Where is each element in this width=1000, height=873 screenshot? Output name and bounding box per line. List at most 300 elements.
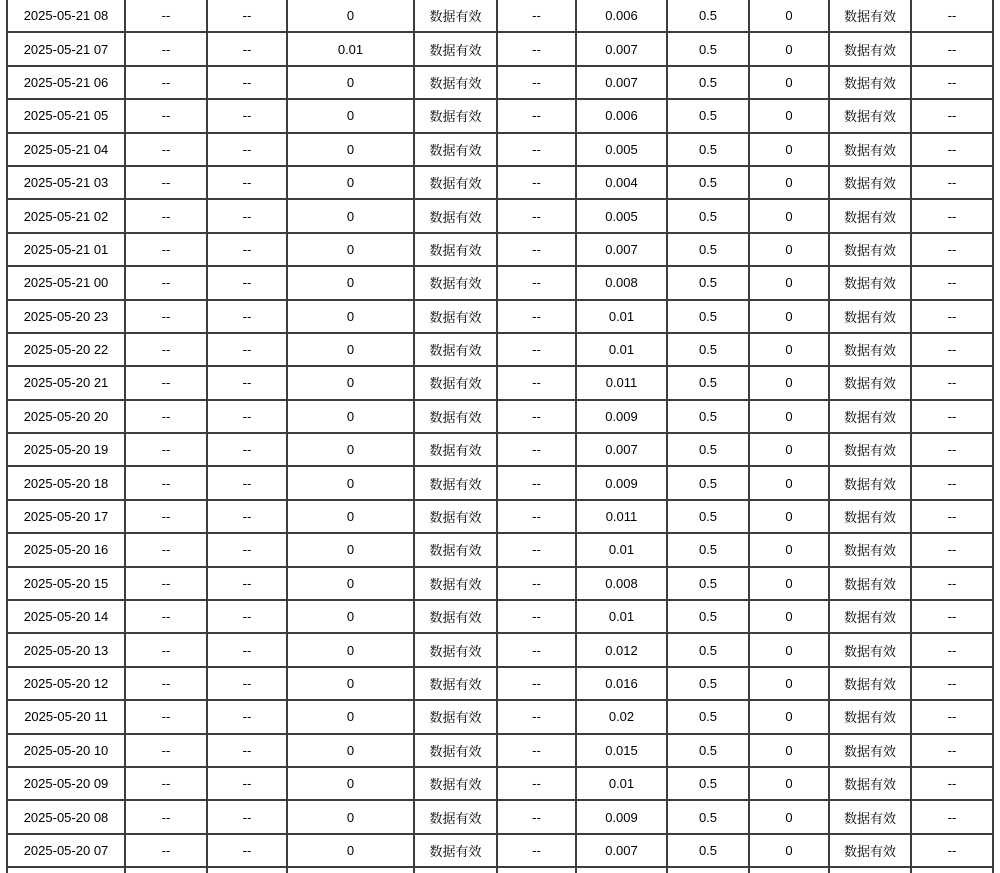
value-cell: 0 [287, 166, 414, 199]
status-cell: 数据有效 [414, 433, 497, 466]
value-cell: 0.5 [667, 667, 749, 700]
value-cell: -- [207, 700, 287, 733]
value-cell: -- [125, 400, 207, 433]
value-cell: 0.005 [576, 199, 667, 232]
value-cell: -- [125, 466, 207, 499]
value-cell: 0.011 [576, 500, 667, 533]
value-cell: 0 [749, 0, 829, 32]
value-cell: 0 [749, 300, 829, 333]
status-cell: 数据有效 [829, 166, 911, 199]
timestamp-cell: 2025-05-20 19 [7, 433, 125, 466]
status-cell: 数据有效 [414, 166, 497, 199]
value-cell: 0.01 [576, 600, 667, 633]
value-cell: 0 [749, 800, 829, 833]
value-cell: 0.5 [667, 734, 749, 767]
value-cell: -- [911, 700, 993, 733]
value-cell: -- [207, 333, 287, 366]
value-cell: 0.007 [576, 834, 667, 867]
value-cell: -- [911, 800, 993, 833]
value-cell: -- [207, 99, 287, 132]
status-cell: 数据有效 [829, 400, 911, 433]
status-cell: 数据有效 [414, 800, 497, 833]
timestamp-cell: 2025-05-20 16 [7, 533, 125, 566]
timestamp-cell: 2025-05-21 02 [7, 199, 125, 232]
status-cell: 数据有效 [414, 834, 497, 867]
status-cell: 数据有效 [829, 233, 911, 266]
value-cell: 0 [749, 533, 829, 566]
status-cell: 数据有效 [414, 66, 497, 99]
value-cell: 0 [287, 333, 414, 366]
status-cell: 数据有效 [414, 233, 497, 266]
table-row [7, 366, 993, 399]
value-cell: -- [207, 400, 287, 433]
value-cell: 0.01 [576, 533, 667, 566]
status-cell: 数据有效 [829, 567, 911, 600]
value-cell: 0.5 [667, 466, 749, 499]
value-cell: 0.5 [667, 700, 749, 733]
timestamp-cell: 2025-05-20 15 [7, 567, 125, 600]
value-cell: 0.006 [576, 99, 667, 132]
value-cell: 0.005 [576, 133, 667, 166]
timestamp-cell: 2025-05-20 23 [7, 300, 125, 333]
value-cell: -- [125, 333, 207, 366]
status-cell: 数据有效 [414, 199, 497, 232]
status-cell: 数据有效 [829, 300, 911, 333]
value-cell: 0 [749, 66, 829, 99]
status-cell: 数据有效 [414, 32, 497, 65]
table-row [7, 166, 993, 199]
value-cell: 0 [749, 266, 829, 299]
status-cell: 数据有效 [829, 433, 911, 466]
status-cell [829, 867, 911, 873]
status-cell: 数据有效 [829, 533, 911, 566]
value-cell: -- [125, 633, 207, 666]
timestamp-cell: 2025-05-20 09 [7, 767, 125, 800]
value-cell: 0.5 [667, 166, 749, 199]
value-cell: -- [125, 567, 207, 600]
status-cell: 数据有效 [829, 333, 911, 366]
table-row [7, 266, 993, 299]
value-cell [749, 867, 829, 873]
value-cell: 0.006 [576, 0, 667, 32]
value-cell: -- [207, 633, 287, 666]
value-cell: 0 [749, 199, 829, 232]
value-cell: 0.009 [576, 466, 667, 499]
value-cell: 0 [749, 567, 829, 600]
value-cell: -- [207, 366, 287, 399]
value-cell: 0 [287, 99, 414, 132]
value-cell: -- [911, 734, 993, 767]
monitoring-data-table [6, 0, 994, 873]
status-cell [414, 867, 497, 873]
value-cell: -- [125, 734, 207, 767]
value-cell: 0.5 [667, 233, 749, 266]
value-cell: -- [125, 433, 207, 466]
table-row [7, 133, 993, 166]
value-cell: -- [911, 266, 993, 299]
value-cell: -- [911, 66, 993, 99]
status-cell: 数据有效 [414, 300, 497, 333]
value-cell: -- [497, 199, 576, 232]
value-cell: -- [497, 600, 576, 633]
value-cell: -- [497, 166, 576, 199]
status-cell: 数据有效 [829, 0, 911, 32]
status-cell: 数据有效 [414, 700, 497, 733]
value-cell: -- [207, 32, 287, 65]
table-row [7, 500, 993, 533]
timestamp-cell: 2025-05-20 07 [7, 834, 125, 867]
value-cell: 0.009 [576, 400, 667, 433]
value-cell: -- [497, 834, 576, 867]
timestamp-cell: 2025-05-20 12 [7, 667, 125, 700]
status-cell: 数据有效 [414, 366, 497, 399]
value-cell: -- [911, 366, 993, 399]
timestamp-cell: 2025-05-21 07 [7, 32, 125, 65]
status-cell: 数据有效 [414, 767, 497, 800]
value-cell: -- [125, 834, 207, 867]
value-cell: 0.02 [576, 700, 667, 733]
value-cell: -- [497, 0, 576, 32]
value-cell: 0.01 [576, 767, 667, 800]
timestamp-cell: 2025-05-20 20 [7, 400, 125, 433]
table-row [7, 233, 993, 266]
value-cell: 0 [287, 500, 414, 533]
table-row [7, 667, 993, 700]
value-cell: -- [911, 233, 993, 266]
status-cell: 数据有效 [414, 99, 497, 132]
status-cell: 数据有效 [829, 32, 911, 65]
status-cell: 数据有效 [414, 400, 497, 433]
value-cell: -- [911, 667, 993, 700]
value-cell: -- [207, 133, 287, 166]
table-row [7, 800, 993, 833]
value-cell: -- [497, 400, 576, 433]
value-cell: -- [207, 199, 287, 232]
status-cell: 数据有效 [414, 0, 497, 32]
table-row [7, 433, 993, 466]
timestamp-cell: 2025-05-21 03 [7, 166, 125, 199]
value-cell: 0.5 [667, 834, 749, 867]
value-cell [125, 867, 207, 873]
value-cell: 0.5 [667, 366, 749, 399]
value-cell: -- [911, 567, 993, 600]
table-row [7, 300, 993, 333]
value-cell: -- [207, 300, 287, 333]
timestamp-cell: 2025-05-21 05 [7, 99, 125, 132]
value-cell: 0 [287, 667, 414, 700]
table-row [7, 66, 993, 99]
value-cell: 0 [749, 333, 829, 366]
timestamp-cell: 2025-05-20 13 [7, 633, 125, 666]
value-cell: -- [207, 466, 287, 499]
table-row [7, 600, 993, 633]
value-cell: 0.5 [667, 600, 749, 633]
value-cell: 0 [287, 66, 414, 99]
value-cell: -- [497, 800, 576, 833]
value-cell: 0 [749, 667, 829, 700]
value-cell: 0.5 [667, 333, 749, 366]
timestamp-cell: 2025-05-20 17 [7, 500, 125, 533]
value-cell: 0 [287, 700, 414, 733]
value-cell: -- [125, 233, 207, 266]
value-cell: 0 [749, 600, 829, 633]
timestamp-cell: 2025-05-20 08 [7, 800, 125, 833]
timestamp-cell: 2025-05-21 06 [7, 66, 125, 99]
table-row [7, 466, 993, 499]
value-cell: 0 [287, 300, 414, 333]
value-cell: 0 [287, 233, 414, 266]
value-cell: -- [497, 300, 576, 333]
status-cell: 数据有效 [414, 734, 497, 767]
value-cell: 0.5 [667, 99, 749, 132]
value-cell: -- [125, 366, 207, 399]
value-cell: -- [207, 533, 287, 566]
value-cell: -- [497, 734, 576, 767]
value-cell: -- [497, 333, 576, 366]
status-cell: 数据有效 [414, 133, 497, 166]
value-cell: -- [207, 433, 287, 466]
value-cell: -- [497, 233, 576, 266]
value-cell: 0 [749, 433, 829, 466]
table-row [7, 99, 993, 132]
value-cell: 0 [749, 133, 829, 166]
value-cell: 0.008 [576, 266, 667, 299]
value-cell: -- [497, 32, 576, 65]
status-cell: 数据有效 [829, 600, 911, 633]
value-cell: -- [207, 734, 287, 767]
status-cell: 数据有效 [829, 466, 911, 499]
value-cell: -- [207, 166, 287, 199]
value-cell: -- [207, 667, 287, 700]
timestamp-cell: 2025-05-20 10 [7, 734, 125, 767]
value-cell: -- [125, 133, 207, 166]
value-cell: -- [125, 600, 207, 633]
status-cell: 数据有效 [829, 834, 911, 867]
value-cell: -- [125, 767, 207, 800]
value-cell: -- [497, 66, 576, 99]
status-cell: 数据有效 [829, 66, 911, 99]
timestamp-cell: 2025-05-20 11 [7, 700, 125, 733]
value-cell: -- [207, 66, 287, 99]
value-cell: -- [125, 66, 207, 99]
status-cell: 数据有效 [414, 567, 497, 600]
value-cell: -- [497, 700, 576, 733]
timestamp-cell: 2025-05-21 04 [7, 133, 125, 166]
table-row [7, 32, 993, 65]
value-cell: 0.5 [667, 266, 749, 299]
value-cell: 0 [287, 133, 414, 166]
value-cell: -- [497, 767, 576, 800]
status-cell: 数据有效 [829, 767, 911, 800]
value-cell: -- [497, 500, 576, 533]
value-cell: 0 [287, 199, 414, 232]
value-cell: -- [497, 366, 576, 399]
value-cell: 0.016 [576, 667, 667, 700]
value-cell: 0.5 [667, 633, 749, 666]
status-cell: 数据有效 [414, 466, 497, 499]
value-cell: -- [125, 166, 207, 199]
value-cell: -- [125, 266, 207, 299]
status-cell: 数据有效 [414, 667, 497, 700]
value-cell: -- [207, 767, 287, 800]
value-cell: -- [125, 667, 207, 700]
value-cell: 0 [287, 834, 414, 867]
value-cell: -- [911, 300, 993, 333]
timestamp-cell: 2025-05-21 01 [7, 233, 125, 266]
table-row [7, 0, 993, 32]
value-cell [911, 867, 993, 873]
value-cell: 0.5 [667, 500, 749, 533]
table-row [7, 633, 993, 666]
table-row [7, 767, 993, 800]
value-cell: -- [497, 633, 576, 666]
status-cell: 数据有效 [829, 199, 911, 232]
status-cell: 数据有效 [829, 133, 911, 166]
value-cell: -- [911, 0, 993, 32]
value-cell: 0 [749, 500, 829, 533]
value-cell: -- [497, 433, 576, 466]
value-cell: 0.01 [576, 333, 667, 366]
value-cell [287, 867, 414, 873]
value-cell: 0 [749, 366, 829, 399]
value-cell: 0 [287, 266, 414, 299]
value-cell [497, 867, 576, 873]
table-body [7, 0, 993, 873]
value-cell: 0.5 [667, 800, 749, 833]
value-cell: -- [125, 32, 207, 65]
table-row [7, 700, 993, 733]
value-cell: 0.5 [667, 133, 749, 166]
value-cell: 0 [287, 533, 414, 566]
value-cell: -- [497, 567, 576, 600]
value-cell: -- [911, 834, 993, 867]
timestamp-cell: 2025-05-21 08 [7, 0, 125, 32]
value-cell: 0 [749, 99, 829, 132]
status-cell: 数据有效 [829, 266, 911, 299]
value-cell: -- [125, 99, 207, 132]
value-cell: 0.5 [667, 199, 749, 232]
value-cell: -- [911, 99, 993, 132]
value-cell: 0.007 [576, 32, 667, 65]
timestamp-cell: 2025-05-20 21 [7, 366, 125, 399]
value-cell: -- [911, 466, 993, 499]
value-cell [667, 867, 749, 873]
value-cell: -- [125, 533, 207, 566]
value-cell: 0.5 [667, 767, 749, 800]
value-cell: 0 [287, 0, 414, 32]
value-cell: 0.5 [667, 433, 749, 466]
status-cell: 数据有效 [414, 266, 497, 299]
value-cell: -- [911, 600, 993, 633]
value-cell: 0 [287, 466, 414, 499]
value-cell: -- [497, 99, 576, 132]
value-cell: 0 [749, 834, 829, 867]
table-row [7, 199, 993, 232]
value-cell: 0 [287, 767, 414, 800]
value-cell: 0 [287, 433, 414, 466]
value-cell: 0.012 [576, 633, 667, 666]
value-cell: -- [911, 633, 993, 666]
status-cell: 数据有效 [414, 600, 497, 633]
value-cell: 0.5 [667, 300, 749, 333]
value-cell: 0 [749, 466, 829, 499]
value-cell: 0.5 [667, 32, 749, 65]
status-cell: 数据有效 [414, 333, 497, 366]
status-cell: 数据有效 [829, 800, 911, 833]
value-cell: 0.5 [667, 66, 749, 99]
value-cell [207, 867, 287, 873]
value-cell: -- [207, 266, 287, 299]
value-cell: 0.004 [576, 166, 667, 199]
value-cell: -- [207, 800, 287, 833]
table-row [7, 400, 993, 433]
value-cell: 0 [287, 600, 414, 633]
status-cell: 数据有效 [829, 633, 911, 666]
value-cell: 0.011 [576, 366, 667, 399]
value-cell: -- [125, 0, 207, 32]
table-row [7, 533, 993, 566]
value-cell: -- [207, 0, 287, 32]
value-cell: 0 [749, 233, 829, 266]
value-cell [576, 867, 667, 873]
table-row [7, 734, 993, 767]
value-cell: -- [125, 700, 207, 733]
value-cell: 0 [749, 32, 829, 65]
value-cell: -- [497, 133, 576, 166]
value-cell: 0 [287, 734, 414, 767]
timestamp-cell: 2025-05-20 14 [7, 600, 125, 633]
value-cell: -- [125, 500, 207, 533]
value-cell: 0 [749, 400, 829, 433]
value-cell: -- [207, 834, 287, 867]
timestamp-cell: 2025-05-20 18 [7, 466, 125, 499]
status-cell: 数据有效 [829, 734, 911, 767]
value-cell: -- [207, 600, 287, 633]
status-cell: 数据有效 [414, 500, 497, 533]
value-cell: -- [911, 433, 993, 466]
status-cell: 数据有效 [829, 667, 911, 700]
status-cell: 数据有效 [414, 633, 497, 666]
value-cell: -- [125, 800, 207, 833]
value-cell: 0.009 [576, 800, 667, 833]
table-row [7, 834, 993, 867]
timestamp-cell [7, 867, 125, 873]
value-cell: -- [125, 300, 207, 333]
value-cell: -- [497, 533, 576, 566]
value-cell: 0 [749, 767, 829, 800]
value-cell: -- [911, 500, 993, 533]
value-cell: -- [207, 233, 287, 266]
value-cell: 0.01 [287, 32, 414, 65]
value-cell: -- [207, 500, 287, 533]
value-cell: -- [911, 333, 993, 366]
status-cell: 数据有效 [829, 700, 911, 733]
table-row [7, 867, 993, 873]
value-cell: 0 [749, 734, 829, 767]
status-cell: 数据有效 [829, 99, 911, 132]
value-cell: 0.5 [667, 0, 749, 32]
value-cell: -- [911, 199, 993, 232]
value-cell: 0 [749, 166, 829, 199]
value-cell: 0 [287, 633, 414, 666]
value-cell: -- [911, 133, 993, 166]
value-cell: 0 [287, 366, 414, 399]
timestamp-cell: 2025-05-20 22 [7, 333, 125, 366]
value-cell: -- [207, 567, 287, 600]
value-cell: 0.015 [576, 734, 667, 767]
value-cell: 0 [287, 567, 414, 600]
value-cell: 0 [749, 700, 829, 733]
